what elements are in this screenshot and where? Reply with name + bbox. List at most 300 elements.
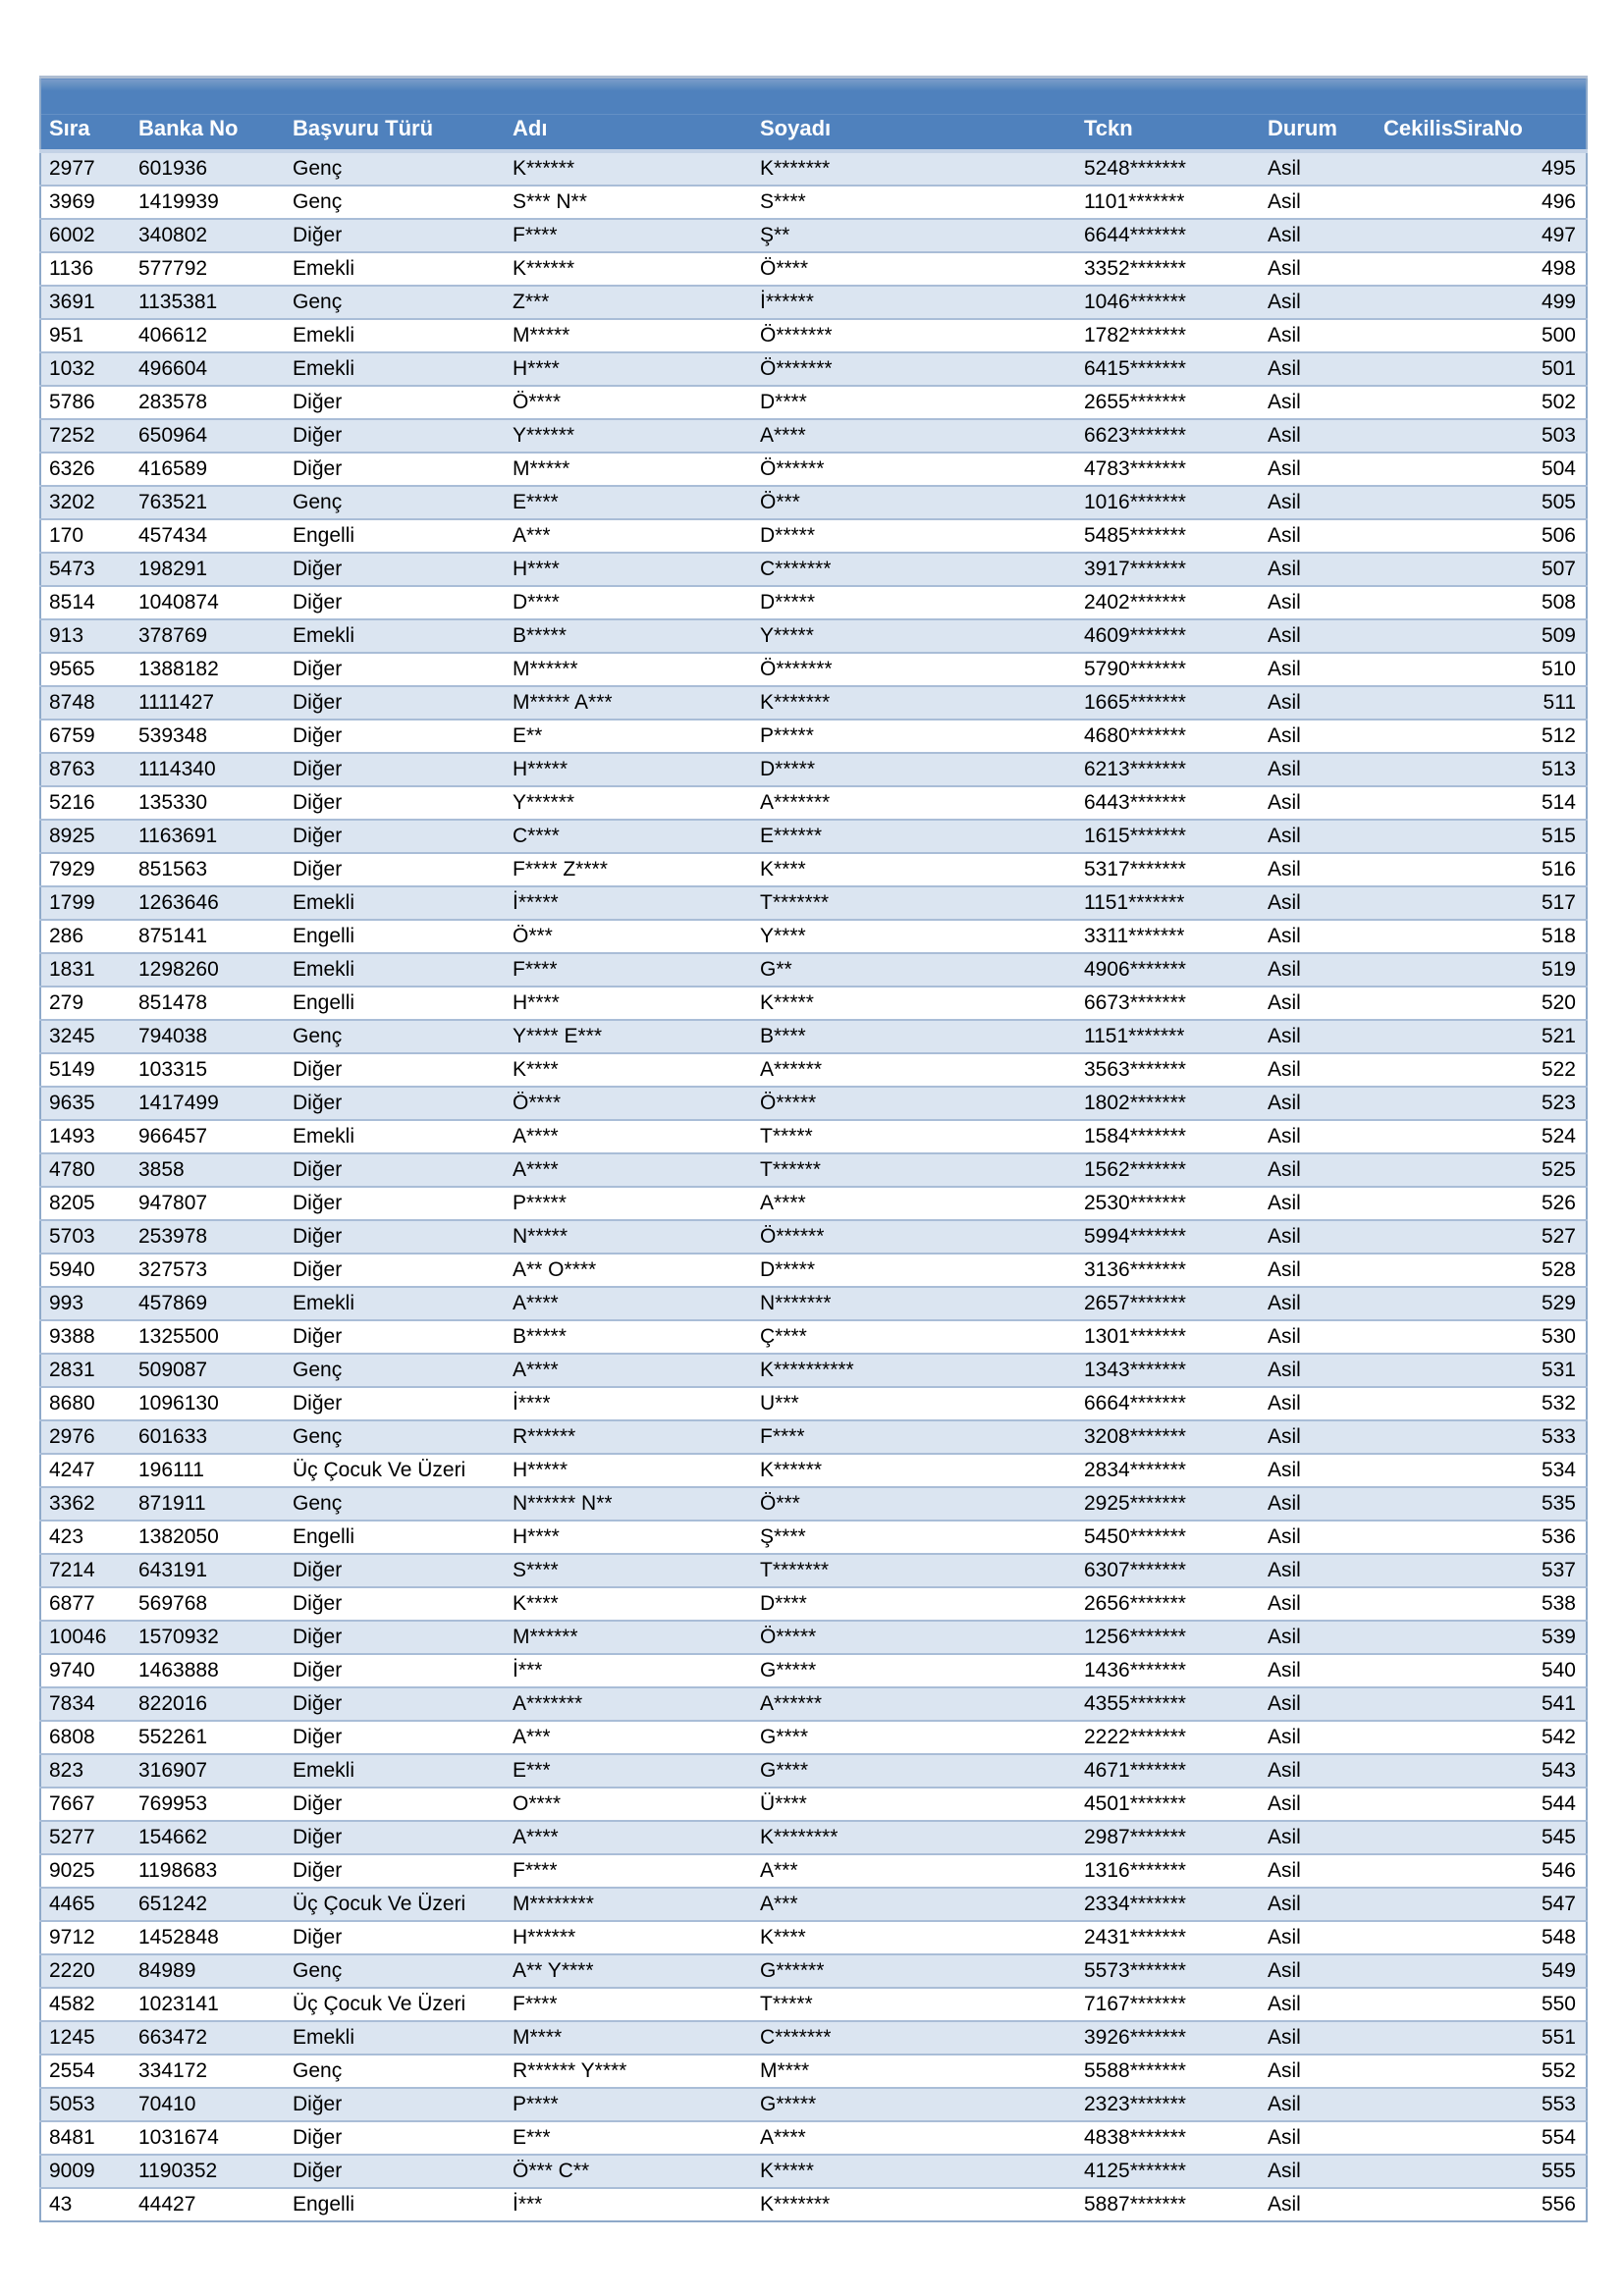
cell-basvuru-turu: Üç Çocuk Ve Üzeri bbox=[285, 1454, 505, 1487]
cell-sira: 6877 bbox=[40, 1587, 131, 1621]
cell-banka-no: 1163691 bbox=[131, 820, 285, 853]
cell-durum: Asil bbox=[1260, 1721, 1376, 1754]
cell-banka-no: 1325500 bbox=[131, 1320, 285, 1354]
cell-cekilis-sira-no: 508 bbox=[1376, 586, 1587, 619]
cell-basvuru-turu: Genç bbox=[285, 186, 505, 219]
cell-cekilis-sira-no: 529 bbox=[1376, 1287, 1587, 1320]
cell-tckn: 6443******* bbox=[1076, 786, 1260, 820]
cell-soyadi: Ş**** bbox=[752, 1521, 1076, 1554]
cell-basvuru-turu: Engelli bbox=[285, 519, 505, 553]
cell-cekilis-sira-no: 499 bbox=[1376, 286, 1587, 319]
cell-adi: M***** bbox=[505, 319, 752, 352]
cell-soyadi: K***** bbox=[752, 2155, 1076, 2188]
table-row bbox=[40, 1621, 1587, 1654]
cell-durum: Asil bbox=[1260, 252, 1376, 286]
cell-durum: Asil bbox=[1260, 1788, 1376, 1821]
cell-soyadi: Ö*** bbox=[752, 486, 1076, 519]
cell-tckn: 4501******* bbox=[1076, 1788, 1260, 1821]
cell-durum: Asil bbox=[1260, 352, 1376, 386]
cell-adi: İ*** bbox=[505, 1654, 752, 1687]
cell-banka-no: 1031674 bbox=[131, 2121, 285, 2155]
cell-sira: 4247 bbox=[40, 1454, 131, 1487]
column-header-cekilis-sira-no: CekilisSiraNo bbox=[1376, 78, 1587, 152]
cell-tckn: 4671******* bbox=[1076, 1754, 1260, 1788]
cell-cekilis-sira-no: 515 bbox=[1376, 820, 1587, 853]
cell-banka-no: 496604 bbox=[131, 352, 285, 386]
cell-banka-no: 1417499 bbox=[131, 1087, 285, 1120]
cell-adi: M******** bbox=[505, 1888, 752, 1921]
cell-soyadi: A*** bbox=[752, 1854, 1076, 1888]
cell-soyadi: M**** bbox=[752, 2055, 1076, 2088]
cell-adi: H***** bbox=[505, 1454, 752, 1487]
cell-cekilis-sira-no: 519 bbox=[1376, 953, 1587, 987]
cell-adi: P**** bbox=[505, 2088, 752, 2121]
cell-durum: Asil bbox=[1260, 619, 1376, 653]
cell-adi: H****** bbox=[505, 1921, 752, 1954]
cell-cekilis-sira-no: 518 bbox=[1376, 920, 1587, 953]
cell-tckn: 5588******* bbox=[1076, 2055, 1260, 2088]
cell-durum: Asil bbox=[1260, 553, 1376, 586]
cell-soyadi: T****** bbox=[752, 1153, 1076, 1187]
cell-basvuru-turu: Diğer bbox=[285, 1854, 505, 1888]
cell-basvuru-turu: Diğer bbox=[285, 553, 505, 586]
cell-cekilis-sira-no: 544 bbox=[1376, 1788, 1587, 1821]
cell-adi: M****** bbox=[505, 1621, 752, 1654]
cell-adi: A**** bbox=[505, 1354, 752, 1387]
cell-basvuru-turu: Genç bbox=[285, 1487, 505, 1521]
cell-adi: H**** bbox=[505, 352, 752, 386]
cell-basvuru-turu: Emekli bbox=[285, 1120, 505, 1153]
cell-adi: A*** bbox=[505, 1721, 752, 1754]
cell-sira: 2220 bbox=[40, 1954, 131, 1988]
cell-tckn: 2222******* bbox=[1076, 1721, 1260, 1754]
cell-durum: Asil bbox=[1260, 1921, 1376, 1954]
table-row bbox=[40, 1354, 1587, 1387]
cell-sira: 4582 bbox=[40, 1988, 131, 2021]
cell-adi: K**** bbox=[505, 1053, 752, 1087]
cell-cekilis-sira-no: 541 bbox=[1376, 1687, 1587, 1721]
cell-tckn: 5887******* bbox=[1076, 2188, 1260, 2221]
cell-adi: N****** N** bbox=[505, 1487, 752, 1521]
table-row bbox=[40, 1521, 1587, 1554]
cell-soyadi: D**** bbox=[752, 1587, 1076, 1621]
cell-cekilis-sira-no: 525 bbox=[1376, 1153, 1587, 1187]
cell-soyadi: K***** bbox=[752, 987, 1076, 1020]
cell-basvuru-turu: Diğer bbox=[285, 1153, 505, 1187]
cell-basvuru-turu: Diğer bbox=[285, 2088, 505, 2121]
cell-tckn: 2402******* bbox=[1076, 586, 1260, 619]
cell-cekilis-sira-no: 535 bbox=[1376, 1487, 1587, 1521]
cell-sira: 286 bbox=[40, 920, 131, 953]
cell-sira: 7667 bbox=[40, 1788, 131, 1821]
cell-sira: 823 bbox=[40, 1754, 131, 1788]
cell-banka-no: 577792 bbox=[131, 252, 285, 286]
cell-basvuru-turu: Emekli bbox=[285, 1754, 505, 1788]
cell-soyadi: K******* bbox=[752, 2188, 1076, 2221]
cell-tckn: 1256******* bbox=[1076, 1621, 1260, 1654]
cell-banka-no: 643191 bbox=[131, 1554, 285, 1587]
table-row bbox=[40, 1287, 1587, 1320]
cell-banka-no: 651242 bbox=[131, 1888, 285, 1921]
cell-sira: 8481 bbox=[40, 2121, 131, 2155]
cell-durum: Asil bbox=[1260, 1020, 1376, 1053]
cell-banka-no: 601633 bbox=[131, 1420, 285, 1454]
cell-soyadi: Ö****** bbox=[752, 453, 1076, 486]
cell-banka-no: 1298260 bbox=[131, 953, 285, 987]
cell-adi: F**** bbox=[505, 219, 752, 252]
cell-sira: 913 bbox=[40, 619, 131, 653]
cell-basvuru-turu: Diğer bbox=[285, 1587, 505, 1621]
cell-durum: Asil bbox=[1260, 1287, 1376, 1320]
cell-durum: Asil bbox=[1260, 1187, 1376, 1220]
column-header-sira: Sıra bbox=[40, 78, 131, 152]
cell-tckn: 2657******* bbox=[1076, 1287, 1260, 1320]
cell-soyadi: K****** bbox=[752, 1454, 1076, 1487]
table-header bbox=[40, 78, 1587, 152]
cell-basvuru-turu: Engelli bbox=[285, 2188, 505, 2221]
cell-banka-no: 1114340 bbox=[131, 753, 285, 786]
cell-banka-no: 70410 bbox=[131, 2088, 285, 2121]
cell-sira: 993 bbox=[40, 1287, 131, 1320]
cell-adi: A**** bbox=[505, 1120, 752, 1153]
cell-durum: Asil bbox=[1260, 1454, 1376, 1487]
table-row bbox=[40, 886, 1587, 920]
cell-adi: Ö*** bbox=[505, 920, 752, 953]
cell-soyadi: E****** bbox=[752, 820, 1076, 853]
cell-adi: Y****** bbox=[505, 786, 752, 820]
cell-durum: Asil bbox=[1260, 886, 1376, 920]
cell-tckn: 1782******* bbox=[1076, 319, 1260, 352]
cell-tckn: 5317******* bbox=[1076, 853, 1260, 886]
cell-banka-no: 1111427 bbox=[131, 686, 285, 720]
cell-basvuru-turu: Genç bbox=[285, 1354, 505, 1387]
cell-soyadi: İ****** bbox=[752, 286, 1076, 319]
cell-soyadi: Ö******* bbox=[752, 653, 1076, 686]
cell-soyadi: K**** bbox=[752, 1921, 1076, 1954]
cell-adi: F**** bbox=[505, 1988, 752, 2021]
cell-soyadi: D***** bbox=[752, 753, 1076, 786]
table-row bbox=[40, 1821, 1587, 1854]
cell-banka-no: 135330 bbox=[131, 786, 285, 820]
cell-cekilis-sira-no: 514 bbox=[1376, 786, 1587, 820]
cell-basvuru-turu: Genç bbox=[285, 1420, 505, 1454]
cell-basvuru-turu: Diğer bbox=[285, 1721, 505, 1754]
cell-sira: 7214 bbox=[40, 1554, 131, 1587]
cell-basvuru-turu: Emekli bbox=[285, 1287, 505, 1320]
cell-basvuru-turu: Diğer bbox=[285, 1554, 505, 1587]
cell-banka-no: 283578 bbox=[131, 386, 285, 419]
cell-basvuru-turu: Diğer bbox=[285, 2155, 505, 2188]
cell-basvuru-turu: Diğer bbox=[285, 453, 505, 486]
cell-soyadi: T***** bbox=[752, 1988, 1076, 2021]
cell-banka-no: 794038 bbox=[131, 1020, 285, 1053]
cell-tckn: 3926******* bbox=[1076, 2021, 1260, 2055]
cell-durum: Asil bbox=[1260, 1554, 1376, 1587]
cell-durum: Asil bbox=[1260, 1220, 1376, 1254]
cell-soyadi: F**** bbox=[752, 1420, 1076, 1454]
cell-tckn: 4838******* bbox=[1076, 2121, 1260, 2155]
cell-banka-no: 769953 bbox=[131, 1788, 285, 1821]
cell-adi: M**** bbox=[505, 2021, 752, 2055]
cell-adi: K****** bbox=[505, 151, 752, 186]
cell-cekilis-sira-no: 540 bbox=[1376, 1654, 1587, 1687]
cell-tckn: 3917******* bbox=[1076, 553, 1260, 586]
table-row bbox=[40, 1954, 1587, 1988]
cell-banka-no: 340802 bbox=[131, 219, 285, 252]
cell-tckn: 3311******* bbox=[1076, 920, 1260, 953]
table-row bbox=[40, 1721, 1587, 1754]
table-row bbox=[40, 953, 1587, 987]
cell-durum: Asil bbox=[1260, 1754, 1376, 1788]
cell-sira: 3691 bbox=[40, 286, 131, 319]
cell-sira: 9388 bbox=[40, 1320, 131, 1354]
cell-durum: Asil bbox=[1260, 1621, 1376, 1654]
cell-banka-no: 763521 bbox=[131, 486, 285, 519]
table-row bbox=[40, 1153, 1587, 1187]
cell-soyadi: G**** bbox=[752, 1754, 1076, 1788]
table-row bbox=[40, 2055, 1587, 2088]
table-row bbox=[40, 1254, 1587, 1287]
cell-cekilis-sira-no: 497 bbox=[1376, 219, 1587, 252]
cell-adi: H**** bbox=[505, 1521, 752, 1554]
cell-tckn: 2655******* bbox=[1076, 386, 1260, 419]
cell-soyadi: A**** bbox=[752, 1187, 1076, 1220]
table-row bbox=[40, 1053, 1587, 1087]
cell-sira: 2977 bbox=[40, 151, 131, 186]
table-row bbox=[40, 186, 1587, 219]
cell-banka-no: 966457 bbox=[131, 1120, 285, 1153]
cell-basvuru-turu: Diğer bbox=[285, 1788, 505, 1821]
cell-tckn: 6664******* bbox=[1076, 1387, 1260, 1420]
cell-sira: 279 bbox=[40, 987, 131, 1020]
cell-soyadi: Ş** bbox=[752, 219, 1076, 252]
cell-durum: Asil bbox=[1260, 486, 1376, 519]
cell-banka-no: 1452848 bbox=[131, 1921, 285, 1954]
cell-tckn: 1151******* bbox=[1076, 886, 1260, 920]
cell-sira: 43 bbox=[40, 2188, 131, 2221]
table-row bbox=[40, 151, 1587, 186]
cell-adi: A**** bbox=[505, 1153, 752, 1187]
cell-sira: 3202 bbox=[40, 486, 131, 519]
table-row bbox=[40, 2021, 1587, 2055]
column-header-basvuru-turu: Başvuru Türü bbox=[285, 78, 505, 152]
cell-soyadi: G***** bbox=[752, 1654, 1076, 1687]
cell-cekilis-sira-no: 533 bbox=[1376, 1420, 1587, 1454]
cell-durum: Asil bbox=[1260, 219, 1376, 252]
cell-tckn: 1151******* bbox=[1076, 1020, 1260, 1053]
cell-cekilis-sira-no: 534 bbox=[1376, 1454, 1587, 1487]
cell-tckn: 4125******* bbox=[1076, 2155, 1260, 2188]
cell-banka-no: 3858 bbox=[131, 1153, 285, 1187]
cell-banka-no: 1263646 bbox=[131, 886, 285, 920]
cell-tckn: 1615******* bbox=[1076, 820, 1260, 853]
cell-cekilis-sira-no: 531 bbox=[1376, 1354, 1587, 1387]
cell-durum: Asil bbox=[1260, 2155, 1376, 2188]
cell-adi: H***** bbox=[505, 753, 752, 786]
cell-sira: 9740 bbox=[40, 1654, 131, 1687]
cell-cekilis-sira-no: 513 bbox=[1376, 753, 1587, 786]
cell-soyadi: P***** bbox=[752, 720, 1076, 753]
cell-adi: A******* bbox=[505, 1687, 752, 1721]
cell-banka-no: 253978 bbox=[131, 1220, 285, 1254]
cell-adi: R****** Y**** bbox=[505, 2055, 752, 2088]
cell-banka-no: 650964 bbox=[131, 419, 285, 453]
cell-cekilis-sira-no: 539 bbox=[1376, 1621, 1587, 1654]
cell-basvuru-turu: Diğer bbox=[285, 1921, 505, 1954]
cell-durum: Asil bbox=[1260, 1254, 1376, 1287]
column-header-durum: Durum bbox=[1260, 78, 1376, 152]
cell-basvuru-turu: Emekli bbox=[285, 319, 505, 352]
cell-sira: 1831 bbox=[40, 953, 131, 987]
cell-cekilis-sira-no: 521 bbox=[1376, 1020, 1587, 1053]
cell-adi: Y****** bbox=[505, 419, 752, 453]
cell-sira: 5277 bbox=[40, 1821, 131, 1854]
cell-durum: Asil bbox=[1260, 2021, 1376, 2055]
cell-basvuru-turu: Genç bbox=[285, 1020, 505, 1053]
cell-tckn: 2530******* bbox=[1076, 1187, 1260, 1220]
cell-tckn: 5450******* bbox=[1076, 1521, 1260, 1554]
cell-durum: Asil bbox=[1260, 1053, 1376, 1087]
table-row bbox=[40, 1587, 1587, 1621]
cell-banka-no: 84989 bbox=[131, 1954, 285, 1988]
cell-banka-no: 378769 bbox=[131, 619, 285, 653]
cell-cekilis-sira-no: 520 bbox=[1376, 987, 1587, 1020]
cell-basvuru-turu: Diğer bbox=[285, 1053, 505, 1087]
cell-soyadi: Ö***** bbox=[752, 1087, 1076, 1120]
cell-sira: 423 bbox=[40, 1521, 131, 1554]
cell-tckn: 6673******* bbox=[1076, 987, 1260, 1020]
cell-banka-no: 154662 bbox=[131, 1821, 285, 1854]
table-row bbox=[40, 653, 1587, 686]
cell-tckn: 1584******* bbox=[1076, 1120, 1260, 1153]
cell-sira: 5149 bbox=[40, 1053, 131, 1087]
cell-durum: Asil bbox=[1260, 519, 1376, 553]
cell-sira: 6808 bbox=[40, 1721, 131, 1754]
cell-durum: Asil bbox=[1260, 686, 1376, 720]
column-header-banka-no: Banka No bbox=[131, 78, 285, 152]
cell-cekilis-sira-no: 546 bbox=[1376, 1854, 1587, 1888]
cell-soyadi: G** bbox=[752, 953, 1076, 987]
cell-tckn: 1301******* bbox=[1076, 1320, 1260, 1354]
cell-banka-no: 851478 bbox=[131, 987, 285, 1020]
cell-adi: F**** bbox=[505, 953, 752, 987]
cell-tckn: 1802******* bbox=[1076, 1087, 1260, 1120]
cell-adi: A**** bbox=[505, 1287, 752, 1320]
cell-basvuru-turu: Engelli bbox=[285, 1521, 505, 1554]
cell-sira: 2831 bbox=[40, 1354, 131, 1387]
table-row bbox=[40, 1120, 1587, 1153]
table-row bbox=[40, 1420, 1587, 1454]
cell-adi: H**** bbox=[505, 987, 752, 1020]
cell-cekilis-sira-no: 556 bbox=[1376, 2188, 1587, 2221]
cell-tckn: 6307******* bbox=[1076, 1554, 1260, 1587]
cell-sira: 9009 bbox=[40, 2155, 131, 2188]
cell-soyadi: Ö**** bbox=[752, 252, 1076, 286]
cell-banka-no: 1382050 bbox=[131, 1521, 285, 1554]
cell-sira: 2976 bbox=[40, 1420, 131, 1454]
cell-soyadi: Y***** bbox=[752, 619, 1076, 653]
cell-banka-no: 1190352 bbox=[131, 2155, 285, 2188]
cell-cekilis-sira-no: 503 bbox=[1376, 419, 1587, 453]
table-row bbox=[40, 987, 1587, 1020]
cell-adi: M****** bbox=[505, 653, 752, 686]
cell-basvuru-turu: Diğer bbox=[285, 2121, 505, 2155]
cell-soyadi: C******* bbox=[752, 553, 1076, 586]
cell-tckn: 5790******* bbox=[1076, 653, 1260, 686]
cell-banka-no: 416589 bbox=[131, 453, 285, 486]
cell-banka-no: 1023141 bbox=[131, 1988, 285, 2021]
cell-soyadi: Ö*** bbox=[752, 1487, 1076, 1521]
cell-adi: Ö**** bbox=[505, 386, 752, 419]
cell-soyadi: A****** bbox=[752, 1687, 1076, 1721]
cell-tckn: 1562******* bbox=[1076, 1153, 1260, 1187]
cell-soyadi: G***** bbox=[752, 2088, 1076, 2121]
cell-cekilis-sira-no: 512 bbox=[1376, 720, 1587, 753]
cell-basvuru-turu: Üç Çocuk Ve Üzeri bbox=[285, 1888, 505, 1921]
cell-cekilis-sira-no: 551 bbox=[1376, 2021, 1587, 2055]
cell-adi: D**** bbox=[505, 586, 752, 619]
cell-cekilis-sira-no: 517 bbox=[1376, 886, 1587, 920]
cell-cekilis-sira-no: 527 bbox=[1376, 1220, 1587, 1254]
cell-cekilis-sira-no: 495 bbox=[1376, 151, 1587, 186]
column-header-tckn: Tckn bbox=[1076, 78, 1260, 152]
cell-sira: 2554 bbox=[40, 2055, 131, 2088]
cell-cekilis-sira-no: 536 bbox=[1376, 1521, 1587, 1554]
draw-results-table bbox=[39, 76, 1588, 2222]
table-row bbox=[40, 553, 1587, 586]
cell-adi: H**** bbox=[505, 553, 752, 586]
table-row bbox=[40, 820, 1587, 853]
cell-sira: 4780 bbox=[40, 1153, 131, 1187]
cell-sira: 9025 bbox=[40, 1854, 131, 1888]
cell-adi: K**** bbox=[505, 1587, 752, 1621]
table-header-row bbox=[40, 78, 1587, 152]
cell-durum: Asil bbox=[1260, 786, 1376, 820]
cell-tckn: 1343******* bbox=[1076, 1354, 1260, 1387]
cell-sira: 7929 bbox=[40, 853, 131, 886]
cell-sira: 6759 bbox=[40, 720, 131, 753]
cell-soyadi: A******* bbox=[752, 786, 1076, 820]
cell-soyadi: S**** bbox=[752, 186, 1076, 219]
table-row bbox=[40, 453, 1587, 486]
cell-banka-no: 552261 bbox=[131, 1721, 285, 1754]
cell-adi: Y**** E*** bbox=[505, 1020, 752, 1053]
cell-sira: 9635 bbox=[40, 1087, 131, 1120]
cell-adi: O**** bbox=[505, 1788, 752, 1821]
cell-cekilis-sira-no: 555 bbox=[1376, 2155, 1587, 2188]
cell-cekilis-sira-no: 550 bbox=[1376, 1988, 1587, 2021]
cell-basvuru-turu: Genç bbox=[285, 151, 505, 186]
cell-durum: Asil bbox=[1260, 1153, 1376, 1187]
cell-adi: M***** bbox=[505, 453, 752, 486]
table-row bbox=[40, 619, 1587, 653]
cell-adi: F**** bbox=[505, 1854, 752, 1888]
cell-durum: Asil bbox=[1260, 2055, 1376, 2088]
table-row bbox=[40, 720, 1587, 753]
cell-cekilis-sira-no: 542 bbox=[1376, 1721, 1587, 1754]
cell-cekilis-sira-no: 549 bbox=[1376, 1954, 1587, 1988]
cell-basvuru-turu: Üç Çocuk Ve Üzeri bbox=[285, 1988, 505, 2021]
cell-basvuru-turu: Diğer bbox=[285, 219, 505, 252]
cell-sira: 8514 bbox=[40, 586, 131, 619]
cell-durum: Asil bbox=[1260, 987, 1376, 1020]
cell-basvuru-turu: Diğer bbox=[285, 720, 505, 753]
cell-sira: 8748 bbox=[40, 686, 131, 720]
cell-soyadi: A**** bbox=[752, 2121, 1076, 2155]
cell-durum: Asil bbox=[1260, 386, 1376, 419]
cell-tckn: 7167******* bbox=[1076, 1988, 1260, 2021]
cell-banka-no: 871911 bbox=[131, 1487, 285, 1521]
